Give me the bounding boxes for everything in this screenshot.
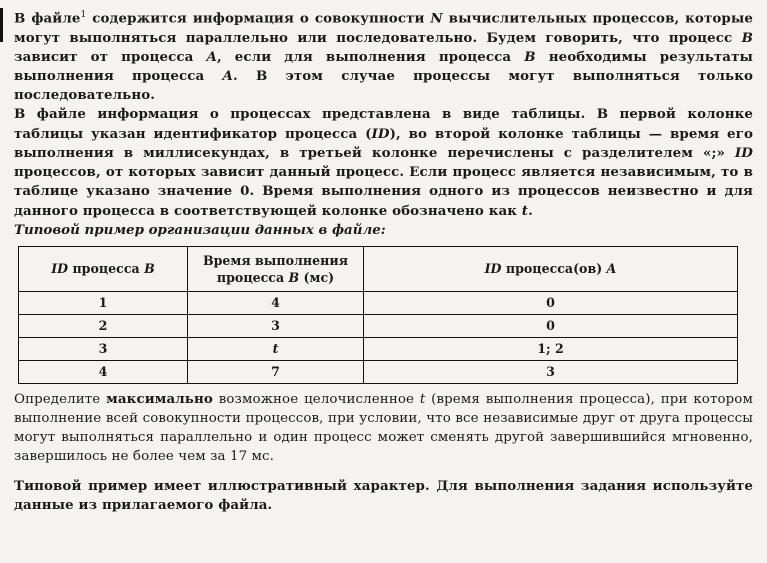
question-paragraph: Определите максимально возможное целочисленное t (время выполнения процесса), при котором выполнение всей совокупности процессов, при условии, что все независимые друг от друга процессы могут выполняться параллельно и один процесс может сменять другой завершившийся мгновенно, завершилось не более чем за 17 мс.	[14, 390, 753, 465]
cell-id: 2	[19, 314, 188, 337]
header-exec-time: Время выполнения процесса B (мс)	[188, 246, 364, 291]
cell-deps: 3	[364, 360, 738, 383]
cell-deps: 0	[364, 314, 738, 337]
intro-paragraph: В файле$^1$ содержится информация о совокупности N вычислительных процессов, которые могут выполняться параллельно или последовательно. Будем говорить, что процесс B зависит от процесса A, если для выполнения процесса B необходимы результаты выполнения процесса A. В этом случае процессы могут выполняться только последовательно.	[14, 10, 754, 104]
table-row	[19, 360, 738, 383]
process-table	[18, 246, 738, 384]
table-header-row	[19, 246, 738, 291]
table-row	[19, 314, 738, 337]
table-row	[19, 291, 738, 314]
header-process-id: ID процесса B	[19, 246, 188, 291]
cell-deps: 0	[364, 291, 738, 314]
cell-id: 4	[19, 360, 188, 383]
cell-id: 3	[19, 337, 188, 360]
cell-time: t	[188, 337, 364, 360]
cell-time: 4	[188, 291, 364, 314]
cell-deps: 1; 2	[364, 337, 738, 360]
header-dependencies: ID процесса(ов) A	[364, 246, 738, 291]
note-paragraph: Типовой пример имеет иллюстративный характер. Для выполнения задания используйте данные из прилагаемого файла.	[14, 477, 753, 513]
format-paragraph: В файле информация о процессах представлена в виде таблицы. В первой колонке таблицы указан идентификатор процесса (ID), во второй колонке таблицы — время его выполнения в миллисекундах, в третьей колонке перечислены с разделителем «;» ID процессов, от которых зависит данный процесс. Если процесс является независимым, то в таблице указано значение 0. Время выполнения одного из процессов неизвестно и для данного процесса в соответствующей колонке обозначено как t.	[14, 106, 753, 219]
table-row	[19, 337, 738, 360]
margin-bar	[0, 8, 3, 42]
cell-time: 3	[188, 314, 364, 337]
table-caption: Типовой пример организации данных в файле:	[14, 221, 386, 238]
cell-id: 1	[19, 291, 188, 314]
cell-time: 7	[188, 360, 364, 383]
